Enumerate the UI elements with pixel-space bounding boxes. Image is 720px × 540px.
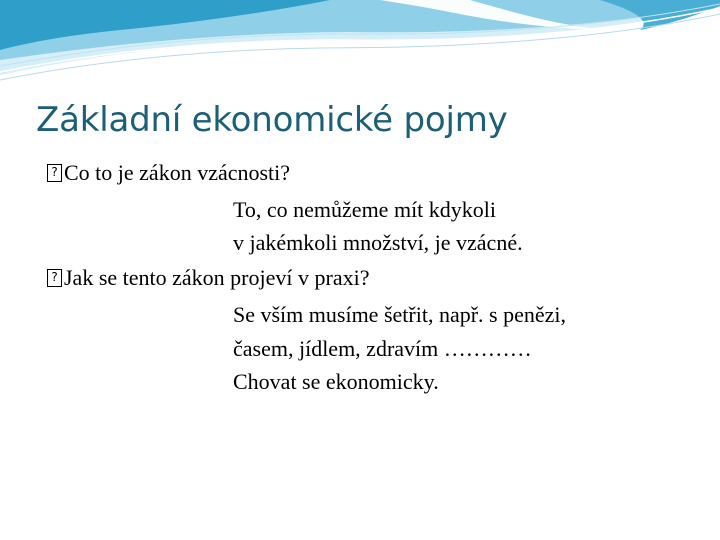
- bullet-item-question-2: [47, 260, 369, 295]
- bullet-item-question-1: [47, 155, 290, 190]
- missing-glyph-box-icon: [47, 164, 62, 182]
- missing-glyph-box-icon: [47, 269, 62, 287]
- answer-line: časem, jídlem, zdravím …………: [233, 336, 532, 361]
- bullet-text: Co to je zákon vzácnosti?: [64, 160, 291, 185]
- answer-line: Se vším musíme šetřit, např. s penězi,: [233, 302, 566, 327]
- bullet-text: Jak se tento zákon projeví v praxi?: [64, 265, 370, 290]
- decorative-wave-header: [0, 0, 720, 90]
- answer-line: v jakémkoli množství, je vzácné.: [233, 230, 523, 255]
- answer-line: Chovat se ekonomicky.: [233, 369, 439, 394]
- answer-line: To, co nemůžeme mít kdykoli: [233, 197, 497, 222]
- slide-title: Základní ekonomické pojmy: [36, 100, 508, 140]
